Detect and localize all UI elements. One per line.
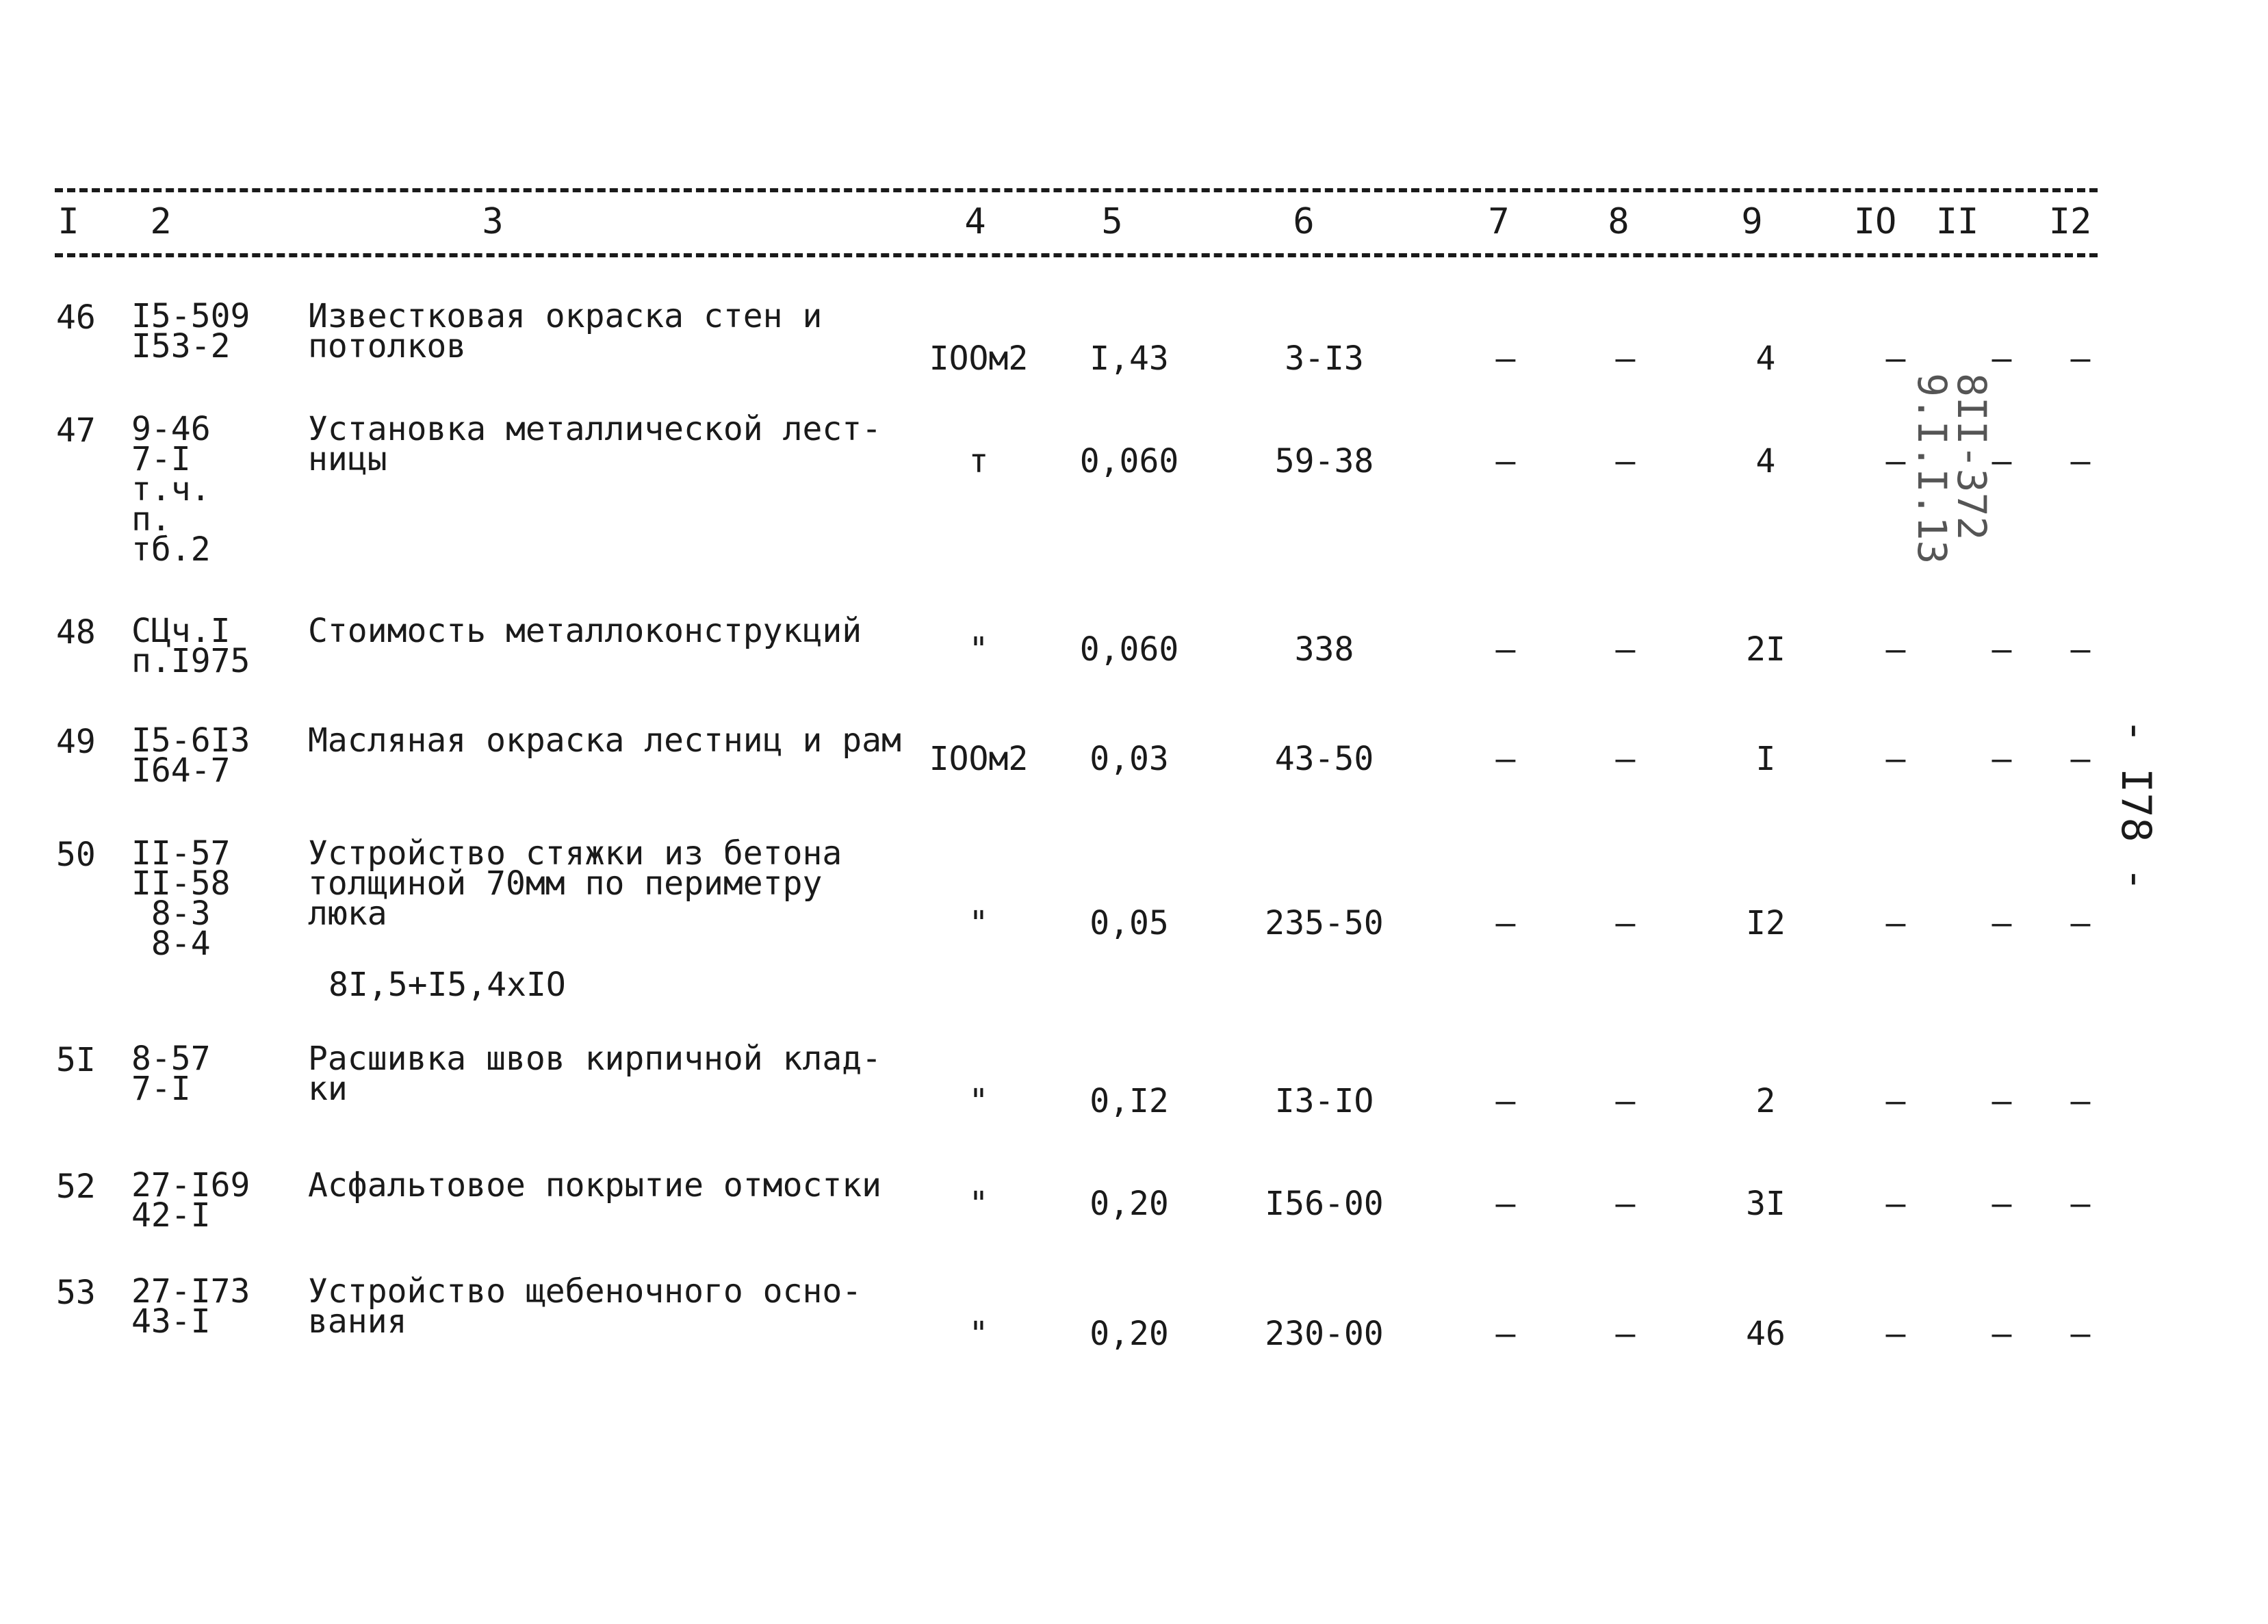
row-code: I5-6I3 I64-7 — [131, 721, 250, 790]
row-description: Масляная окраска лестниц и рам — [308, 721, 901, 760]
row-code: 27-I69 42-I — [131, 1166, 250, 1235]
row-cell-c11: – — [1992, 1082, 2012, 1120]
row-description: Устройство стяжки из бетона толщиной 70мм по периметру люка — [308, 834, 842, 933]
row-cell-c11: – — [1992, 630, 2012, 669]
row-cell-c7: – — [1495, 442, 1516, 480]
row-cell-qty: 0,060 — [1079, 442, 1179, 480]
column-header: II — [1935, 201, 1979, 242]
row-cell-c9: 3I — [1746, 1185, 1786, 1223]
row-code: 27-I73 43-I — [131, 1272, 250, 1341]
row-number: 52 — [56, 1168, 96, 1206]
row-number: 53 — [56, 1274, 96, 1312]
row-cell-unit: " — [968, 1082, 989, 1120]
row-cell-unit: IOOм2 — [929, 740, 1029, 778]
row-number: 50 — [56, 836, 96, 874]
column-header: 8 — [1608, 201, 1629, 242]
row-cell-c11: – — [1992, 442, 2012, 480]
row-cell-c9: I — [1755, 740, 1776, 778]
row-cell-c9: 2 — [1755, 1082, 1776, 1120]
row-cell-c12: – — [2070, 740, 2091, 778]
row-cell-price: 59-38 — [1274, 442, 1374, 480]
row-cell-price: 235-50 — [1265, 904, 1384, 942]
row-code: I5-509 I53-2 — [131, 297, 250, 365]
row-description: Устройство щебеночного осно- вания — [308, 1272, 862, 1341]
row-code: 8-57 7-I — [131, 1040, 211, 1108]
row-cell-price: I56-00 — [1265, 1185, 1384, 1223]
row-description: Асфальтовое покрытие отмостки — [308, 1166, 882, 1204]
row-cell-c9: I2 — [1746, 904, 1786, 942]
column-header: IO — [1853, 201, 1897, 242]
row-cell-c8: – — [1615, 1082, 1636, 1120]
row-cell-unit: " — [968, 630, 989, 669]
row-number: 46 — [56, 298, 96, 337]
row-description: Установка металлической лест- ницы — [308, 410, 882, 478]
row-cell-c8: – — [1615, 1315, 1636, 1353]
row-cell-c8: – — [1615, 442, 1636, 480]
row-cell-c10: – — [1885, 630, 1906, 669]
column-header: 2 — [150, 201, 172, 242]
row-cell-c12: – — [2070, 904, 2091, 942]
row-cell-c8: – — [1615, 904, 1636, 942]
row-cell-qty: I,43 — [1090, 339, 1169, 378]
row-cell-c10: – — [1885, 442, 1906, 480]
column-header: 9 — [1741, 201, 1763, 242]
row-cell-c12: – — [2070, 1082, 2091, 1120]
row-number: 49 — [56, 723, 96, 761]
row-cell-c10: – — [1885, 339, 1906, 378]
row-cell-c12: – — [2070, 630, 2091, 669]
row-cell-qty: 0,060 — [1079, 630, 1179, 669]
row-number: 48 — [56, 613, 96, 652]
row-cell-unit: т — [968, 442, 989, 480]
row-code: 9-46 7-I т.ч. п. тб.2 — [131, 410, 211, 569]
column-header: 3 — [482, 201, 504, 242]
row-cell-c11: – — [1992, 339, 2012, 378]
row-cell-c12: – — [2070, 1315, 2091, 1353]
row-cell-c10: – — [1885, 1315, 1906, 1353]
row-cell-unit: " — [968, 904, 989, 942]
row-cell-c12: – — [2070, 1185, 2091, 1223]
table-border-header — [55, 253, 2098, 257]
side-code: 8II-372 9.I.I.13 — [1909, 373, 1995, 565]
row-cell-qty: 0,I2 — [1090, 1082, 1169, 1120]
row-cell-c7: – — [1495, 1185, 1516, 1223]
row-cell-c9: 4 — [1755, 442, 1776, 480]
row-formula-note: 8I,5+I5,4xIO — [328, 966, 566, 1004]
column-header: I2 — [2048, 201, 2092, 242]
row-cell-price: 3-I3 — [1285, 339, 1364, 378]
row-cell-c11: – — [1992, 1315, 2012, 1353]
row-cell-c7: – — [1495, 630, 1516, 669]
row-number: 47 — [56, 411, 96, 450]
row-cell-c7: – — [1495, 740, 1516, 778]
row-number: 5I — [56, 1041, 96, 1079]
row-cell-c9: 46 — [1746, 1315, 1786, 1353]
column-header: 7 — [1488, 201, 1510, 242]
row-cell-price: 338 — [1294, 630, 1354, 669]
row-cell-c12: – — [2070, 442, 2091, 480]
row-description: Расшивка швов кирпичной клад- ки — [308, 1040, 882, 1108]
page-number: - I78 - — [2112, 719, 2160, 892]
row-cell-c10: – — [1885, 1082, 1906, 1120]
row-cell-c8: – — [1615, 740, 1636, 778]
row-code: II-57 II-58 8-3 8-4 — [131, 834, 231, 963]
row-cell-price: 43-50 — [1274, 740, 1374, 778]
row-cell-c12: – — [2070, 339, 2091, 378]
row-cell-c7: – — [1495, 904, 1516, 942]
row-cell-c10: – — [1885, 1185, 1906, 1223]
row-cell-c8: – — [1615, 630, 1636, 669]
row-cell-c7: – — [1495, 1082, 1516, 1120]
row-cell-unit: " — [968, 1185, 989, 1223]
row-cell-c10: – — [1885, 904, 1906, 942]
row-cell-qty: 0,03 — [1090, 740, 1169, 778]
row-cell-c7: – — [1495, 1315, 1516, 1353]
column-header: 4 — [964, 201, 986, 242]
row-description: Известковая окраска стен и потолков — [308, 297, 823, 365]
row-code: СЦч.I п.I975 — [131, 612, 250, 680]
row-cell-c7: – — [1495, 339, 1516, 378]
row-cell-price: 230-00 — [1265, 1315, 1384, 1353]
column-header: I — [57, 201, 79, 242]
row-cell-c11: – — [1992, 1185, 2012, 1223]
column-header: 5 — [1101, 201, 1123, 242]
row-cell-c8: – — [1615, 1185, 1636, 1223]
row-cell-c11: – — [1992, 904, 2012, 942]
row-cell-qty: 0,20 — [1090, 1315, 1169, 1353]
row-cell-c8: – — [1615, 339, 1636, 378]
row-cell-qty: 0,05 — [1090, 904, 1169, 942]
row-cell-unit: " — [968, 1315, 989, 1353]
column-header: 6 — [1293, 201, 1315, 242]
row-cell-qty: 0,20 — [1090, 1185, 1169, 1223]
row-cell-c9: 2I — [1746, 630, 1786, 669]
table-border-top — [55, 188, 2098, 192]
row-cell-c11: — — [1992, 740, 2012, 778]
row-cell-price: I3-IO — [1274, 1082, 1374, 1120]
row-description: Стоимость металлоконструкций — [308, 612, 862, 650]
row-cell-unit: IOOм2 — [929, 339, 1029, 378]
row-cell-c10: – — [1885, 740, 1906, 778]
row-cell-c9: 4 — [1755, 339, 1776, 378]
